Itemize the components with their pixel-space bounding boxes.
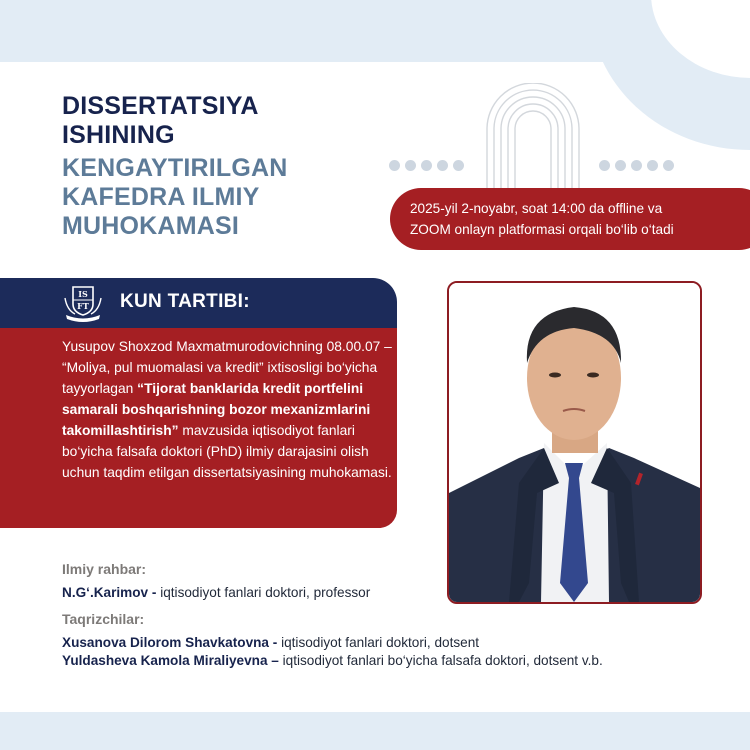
subtitle-line: KAFEDRA ILMIY — [62, 183, 260, 211]
arches-decor-icon — [485, 83, 581, 188]
candidate-photo — [447, 281, 702, 604]
subtitle-line: KENGAYTIRILGAN — [62, 154, 288, 182]
agenda-heading: KUN TARTIBI: — [120, 291, 250, 312]
bottom-decor-band — [0, 712, 750, 750]
dissertation-topic: “Tijorat banklarida kredit portfelini samarali boshqarishning bozor mexanizmlarini takomillashtirish” — [62, 381, 371, 438]
reviewer-entry — [62, 652, 662, 670]
isft-institute-logo-icon — [62, 284, 104, 322]
svg-text:FT: FT — [77, 301, 89, 311]
dots-decor-left — [389, 160, 464, 171]
reviewer-desc: iqtisodiyot fanlari doktori, dotsent — [277, 635, 480, 650]
title-line: DISSERTATSIYA — [62, 92, 259, 120]
title-line: ISHINING — [62, 121, 175, 149]
reviewer-desc: iqtisodiyot fanlari bo‘yicha falsafa doktori, dotsent v.b. — [278, 653, 603, 668]
reviewer-entry — [62, 634, 682, 652]
agenda-header — [0, 278, 397, 328]
agenda-text — [62, 336, 394, 483]
supervisor-name: N.G‘.Karimov - — [62, 585, 157, 600]
agenda-text-part: mavzusida iqtisodiyot fanlari bo‘yicha falsafa doktori (PhD) ilmiy darajasini olish uchun taqdim etilgan dissertatsiyasining muhokamasi. — [62, 423, 392, 480]
portrait-image — [449, 283, 700, 602]
people-section — [62, 560, 682, 670]
event-date-line: 2025-yil 2-noyabr, soat 14:00 da offline va — [410, 201, 663, 216]
reviewer-name: Yuldasheva Kamola Miraliyevna – — [62, 653, 279, 668]
svg-text:IS: IS — [78, 289, 88, 299]
event-platform-line: ZOOM onlayn platformasi orqali bo‘lib o‘tadi — [410, 222, 674, 237]
event-date-banner — [390, 188, 750, 250]
reviewers-label: Taqrizchilar: — [62, 611, 145, 627]
subtitle-line: MUHOKAMASI — [62, 212, 239, 240]
reviewer-name: Xusanova Dilorom Shavkatovna - — [62, 635, 278, 650]
supervisor-desc: iqtisodiyot fanlari doktori, professor — [156, 585, 371, 600]
dots-decor-right — [599, 160, 674, 171]
page-title — [62, 92, 288, 241]
supervisor-entry — [62, 584, 382, 602]
supervisor-label: Ilmiy rahbar: — [62, 561, 147, 577]
agenda-text-part: Yusupov Shoxzod Maxmatmurodovichning 08.00.07 – “Moliya, pul muomalasi va kredit” ixtisosligi bo‘yicha tayyorlagan — [62, 339, 392, 396]
